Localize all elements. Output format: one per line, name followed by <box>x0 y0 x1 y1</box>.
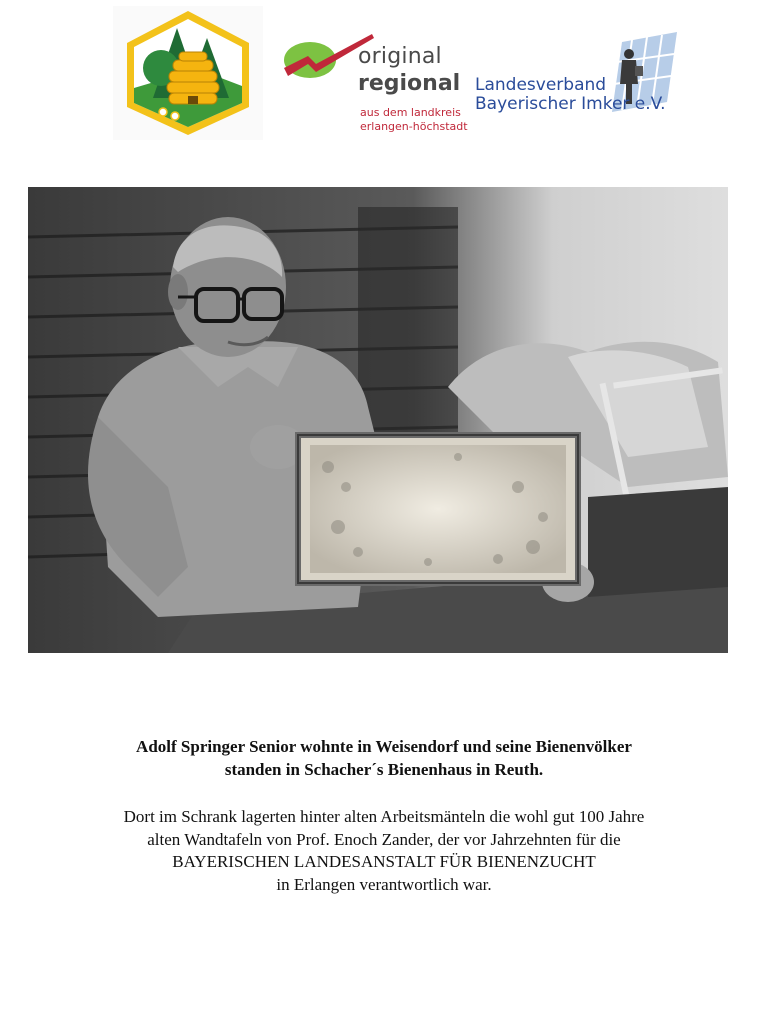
original-regional-line4: erlangen-höchstadt <box>360 120 468 133</box>
original-regional-logo <box>280 30 468 140</box>
landesverband-line1: Landesverband <box>475 75 607 95</box>
caption-heading-line: standen in Schacher´s Bienenhaus in Reuth. <box>224 760 544 779</box>
caption-body-line: in Erlangen verantwortlich war. <box>276 874 492 894</box>
caption-heading-line: Adolf Springer Senior wohnte in Weisendorf und seine Bienenvölker <box>136 737 632 756</box>
historic-photo <box>28 187 728 653</box>
original-regional-line2: regional <box>358 71 461 96</box>
beehive-icon <box>121 8 255 138</box>
caption-body-line: Dort im Schrank lagerten hinter alten Arbeitsmänteln die wohl gut 100 Jahre <box>123 807 645 826</box>
logo-bar <box>0 0 768 150</box>
original-regional-line3: aus dem landkreis <box>360 106 461 119</box>
caption-heading <box>30 735 738 781</box>
caption-body-line: BAYERISCHEN LANDESANSTALT FÜR BIENENZUCHT <box>172 852 596 871</box>
beekeepers-hexagon-logo <box>113 6 263 140</box>
landesverband-logo <box>472 32 682 122</box>
caption-body <box>30 806 738 896</box>
landesverband-line2: Bayerischer Imker e.V. <box>475 94 666 114</box>
caption-body-line: alten Wandtafeln von Prof. Enoch Zander, der vor Jahrzehnten für die <box>147 829 621 849</box>
original-regional-line1: original <box>358 44 442 69</box>
man-with-honeycomb-photo-icon <box>28 187 728 653</box>
